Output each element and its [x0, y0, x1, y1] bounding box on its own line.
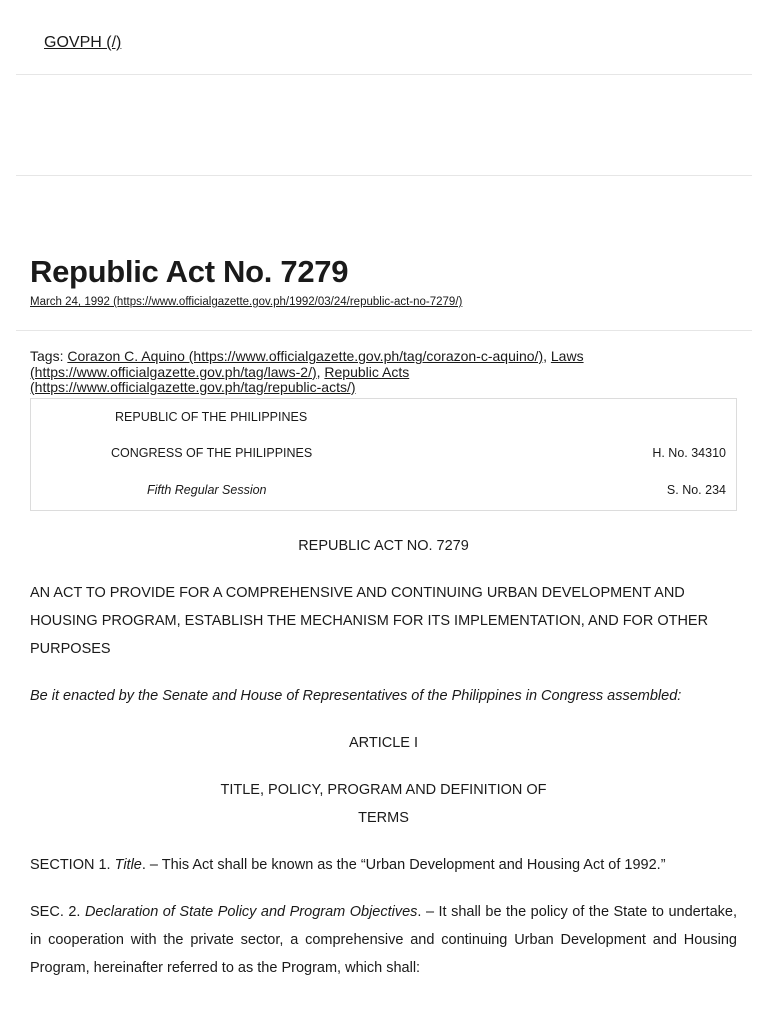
section-1-label: Title [114, 857, 142, 873]
banner-area [16, 75, 752, 176]
article-title [30, 776, 737, 832]
tag-link-corazon-aquino[interactable]: Corazon C. Aquino (https://www.officialgazette.gov.ph/tag/corazon-c-aquino/) [67, 348, 544, 364]
article-title-line1: TITLE, POLICY, PROGRAM AND DEFINITION OF [220, 782, 547, 798]
top-navigation [16, 0, 752, 75]
tag-separator: , [543, 348, 551, 364]
house-bill-number: H. No. 34310 [652, 446, 726, 460]
publish-date-link[interactable]: March 24, 1992 (https://www.officialgazette.gov.ph/1992/03/24/republic-act-no-7279/) [30, 296, 463, 308]
section-1-prefix: SECTION 1. [30, 857, 115, 873]
tag-link-republic-acts[interactable]: Republic Acts (https://www.officialgazette.gov.ph/tag/republic-acts/) [30, 363, 410, 395]
tag-link-laws[interactable]: Laws (https://www.officialgazette.gov.ph/tag/laws-2/) [30, 348, 584, 380]
tags-label: Tags: [30, 348, 68, 364]
section-2-label: Declaration of State Policy and Program Objectives [84, 904, 418, 920]
country-name: REPUBLIC OF THE PHILIPPINES [115, 410, 308, 424]
senate-bill-number: S. No. 234 [666, 483, 726, 497]
article-title-line2: TERMS [358, 810, 409, 826]
act-body [30, 532, 737, 1001]
tags-list [30, 349, 670, 396]
act-title: AN ACT TO PROVIDE FOR A COMPREHENSIVE AND CONTINUING URBAN DEVELOPMENT AND HOUSING PROGRAM, ESTABLISH THE MECHANISM FOR ITS IMPLEMENTATION, AND FOR OTHER PURPOSES [30, 585, 709, 657]
section-1-text: . – This Act shall be known as the “Urban Development and Housing Act of 1992.” [141, 857, 666, 873]
tag-separator: , [316, 363, 325, 380]
enacting-clause: Be it enacted by the Senate and House of Representatives of the Philippines in Congress assembled: [30, 688, 682, 704]
section-2 [30, 898, 737, 982]
article-heading: ARTICLE I [348, 735, 419, 751]
divider [16, 330, 752, 331]
page-title: Republic Act No. 7279 [30, 254, 349, 289]
section-1 [30, 851, 737, 879]
legislative-header-table [30, 398, 737, 511]
section-2-text: . – It shall be the policy of the State to undertake, in cooperation with the private sector, a comprehensive and continuing Urban Development and Housing Program, hereinafter referred to as the Program, which shall: [30, 904, 737, 976]
section-2-prefix: SEC. 2. [30, 904, 85, 920]
govph-home-link[interactable]: GOVPH (/) [44, 34, 122, 51]
congress-name: CONGRESS OF THE PHILIPPINES [111, 446, 313, 460]
act-heading: REPUBLIC ACT NO. 7279 [298, 538, 469, 554]
session-name: Fifth Regular Session [147, 483, 267, 497]
